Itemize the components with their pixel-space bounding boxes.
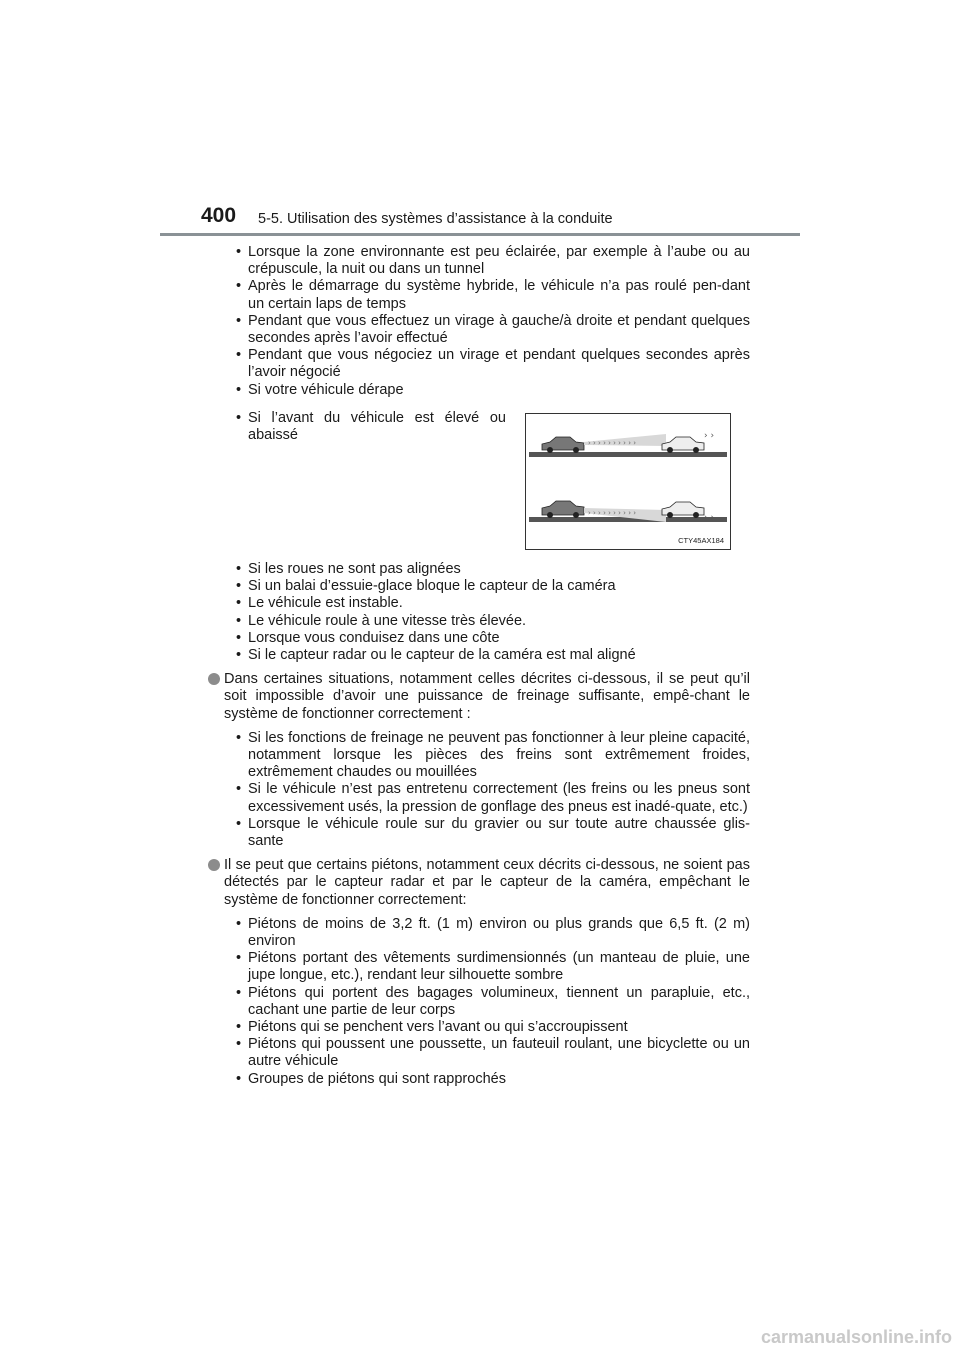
bullet-circle-icon [208, 859, 220, 871]
list-item: • Piétons portant des vêtements surdimensionnés (un manteau de pluie, une jupe longue, etc.), rendant leur silhouette sombre [236, 950, 750, 984]
list-item: • Lorsque vous conduisez dans une côte [236, 629, 500, 646]
bullet-dot-icon: • [236, 984, 242, 1001]
watermark: carmanualsonline.info [760, 1327, 952, 1347]
list-item: • Si le véhicule n’est pas entretenu correctement (les freins ou les pneus sont excessivement usés, la pression de gonflage des pneus est inadé-quate, etc.) [236, 781, 750, 815]
list-item: • Lorsque la zone environnante est peu éclairée, par exemple à l’aube ou au crépuscule, la nuit ou dans un tunnel [236, 244, 750, 278]
vehicle-tilt-figure [525, 413, 731, 550]
bullet-dot-icon: • [236, 629, 242, 646]
bullet-circle-icon [208, 673, 220, 685]
list-block-figure-side [224, 410, 506, 444]
svg-text:› › › › › › › › › ›: › › › › › › › › › › [588, 509, 637, 517]
bullet-dot-icon: • [236, 312, 242, 329]
section-title: 5-5. Utilisation des systèmes d’assistance à la conduite [258, 211, 613, 227]
list-item: • Piétons qui se penchent vers l’avant ou qui s’accroupissent [236, 1019, 628, 1036]
bullet-dot-icon: • [236, 1036, 242, 1053]
bullet-dot-icon: • [236, 410, 242, 426]
list-item: • Piétons qui portent des bagages volumineux, tiennent un parapluie, etc., cachant une partie de leur corps [236, 984, 750, 1018]
bullet-dot-icon: • [236, 381, 242, 398]
bullet-dot-icon: • [236, 647, 242, 664]
figure-code: CTY45AX184 [678, 536, 724, 545]
svg-text:› ›: › › [704, 513, 715, 523]
bullet-dot-icon: • [236, 1019, 242, 1036]
list-item: • Si le capteur radar ou le capteur de la caméra est mal aligné [236, 647, 636, 664]
bullet-dot-icon: • [236, 244, 242, 260]
list-block-2 [224, 561, 750, 1088]
list-item: • Lorsque le véhicule roule sur du gravier ou sur toute autre chaussée glis-sante [236, 815, 750, 850]
list-block-1 [224, 244, 750, 399]
list-item: • Piétons de moins de 3,2 ft. (1 m) environ ou plus grands que 6,5 ft. (2 m) environ [236, 915, 750, 950]
bullet-dot-icon: • [236, 781, 242, 798]
header-rule [160, 233, 800, 236]
list-item: • Pendant que vous négociez un virage et pendant quelques secondes après l’avoir négocié [236, 347, 750, 381]
list-item: • Piétons qui poussent une poussette, un fauteuil roulant, une bicyclette ou un autre véhicule [236, 1036, 750, 1070]
svg-text:› ›: › › [704, 431, 715, 441]
bullet-dot-icon: • [236, 278, 242, 295]
list-item: • Après le démarrage du système hybride, le véhicule n’a pas roulé pen-dant un certain laps de temps [236, 278, 750, 312]
bullet-dot-icon: • [236, 561, 242, 577]
list-item: • Si les roues ne sont pas alignées [236, 561, 461, 577]
list-item: • Groupes de piétons qui sont rapprochés [236, 1070, 506, 1087]
bullet-dot-icon: • [236, 915, 242, 932]
list-item: • Si l’avant du véhicule est élevé ou abaissé [236, 410, 506, 444]
list-item: • Si un balai d’essuie-glace bloque le capteur de la caméra [236, 578, 616, 595]
bullet-dot-icon: • [236, 612, 242, 629]
bullet-dot-icon: • [236, 1070, 242, 1087]
list-item: • Le véhicule roule à une vitesse très élevée. [236, 612, 527, 629]
bullet-dot-icon: • [236, 595, 242, 612]
bullet-dot-icon: • [236, 347, 242, 364]
svg-text:› › › › › › › › › ›: › › › › › › › › › › [588, 439, 637, 447]
main-item-braking: Dans certaines situations, notamment celles décrites ci-dessous, il se peut qu’il soit impossible d’avoir une puissance de freinage suffisante, empê-chant le système de fonctionner correctement : [224, 671, 750, 723]
bullet-dot-icon: • [236, 729, 242, 746]
list-item: • Le véhicule est instable. [236, 595, 403, 612]
list-item: • Si votre véhicule dérape [236, 381, 404, 398]
bullet-dot-icon: • [236, 815, 242, 832]
bullet-dot-icon: • [236, 578, 242, 595]
list-item: • Pendant que vous effectuez un virage à gauche/à droite et pendant quelques secondes après l’avoir effectué [236, 312, 750, 347]
list-item: • Si les fonctions de freinage ne peuvent pas fonctionner à leur pleine capacité, notamment lorsque les pièces des freins sont extrêmement froides, extrêmement chaudes ou mouillées [236, 729, 750, 781]
bullet-dot-icon: • [236, 950, 242, 967]
main-item-pedestrians: Il se peut que certains piétons, notamment ceux décrits ci-dessous, ne soient pas détectés par le capteur radar et par le capteur de la caméra, empêchant le système de fonctionner correctement: [224, 857, 750, 909]
vehicle-illustration [526, 414, 730, 549]
page-number: 400 [201, 204, 237, 227]
